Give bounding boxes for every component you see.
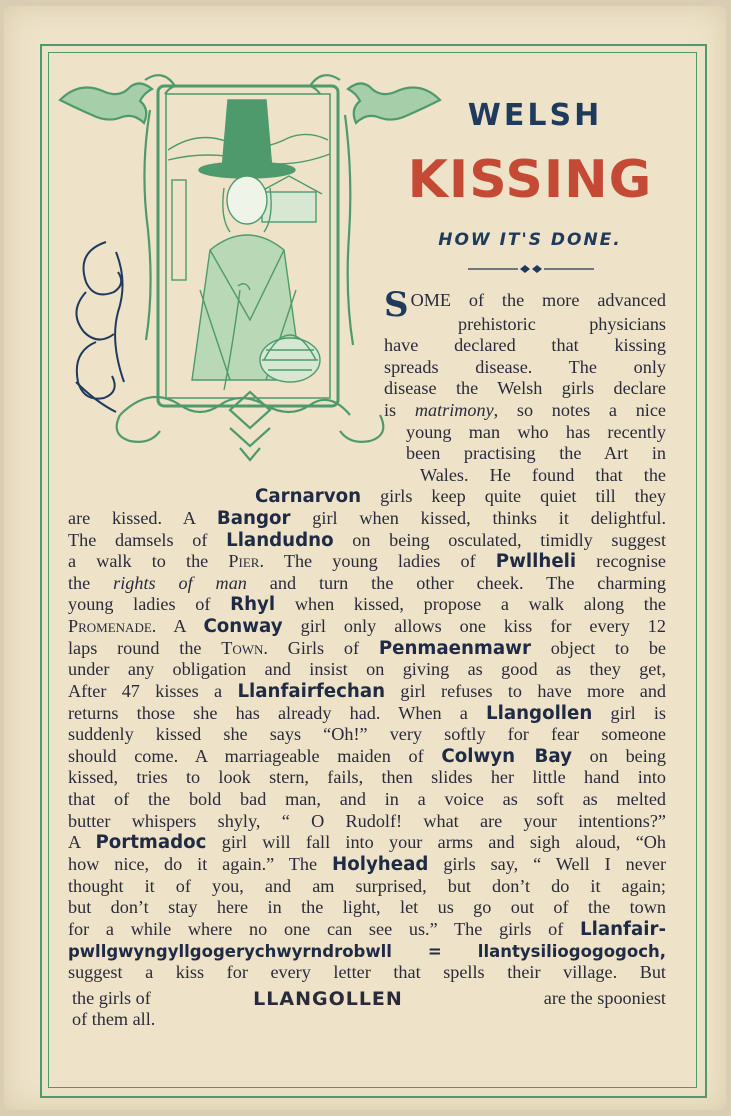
text-line: young ladies of Rhyl when kissed, propose a walk along the: [68, 594, 666, 615]
text-line: young man who has recently: [406, 422, 666, 442]
text-line: should come. A marriageable maiden of Colwyn Bay on being: [68, 746, 666, 767]
text-line: disease the Welsh girls declare: [384, 378, 666, 398]
place-conway: Conway: [203, 616, 283, 637]
text-line: A Portmadoc girl will fall into your arms and sigh aloud, “Oh: [68, 832, 666, 853]
text-line: butter whispers shyly, “ O Rudolf! what are your intentions?”: [68, 811, 666, 831]
place-portmadoc: Portmadoc: [95, 832, 207, 853]
place-llanfairfechan: Llanfairfechan: [237, 681, 386, 702]
place-llangollen: Llangollen: [486, 703, 593, 724]
text-line: a walk to the Pier. The young ladies of Pwllheli recognise: [68, 551, 666, 572]
text-line: Promenade. A Conway girl only allows one kiss for every 12: [68, 616, 666, 637]
text-line: that of the bold bad man, and in a voice as soft as melted: [68, 789, 666, 809]
place-llanfair: Llanfair-: [580, 919, 666, 940]
text-line: is matrimony, so notes a nice: [384, 400, 666, 420]
text-line: suggest a kiss for every letter that spells their village. But: [68, 962, 666, 982]
text-line: have declared that kissing: [384, 335, 666, 355]
text-line: prehistoric physicians: [458, 314, 666, 334]
title-kissing: KISSING: [407, 150, 653, 210]
place-colwyn-bay: Colwyn Bay: [441, 746, 572, 767]
text-line: SOME of the more advanced: [384, 290, 666, 325]
text-line: are the spooniest: [543, 988, 666, 1008]
place-carnarvon: Carnarvon: [255, 486, 362, 507]
subtitle-how-its-done: HOW IT'S DONE.: [438, 230, 622, 250]
text-line: how nice, do it again.” The Holyhead girls say, “ Well I never: [68, 854, 666, 875]
text-line: the rights of man and turn the other cheek. The charming: [68, 573, 666, 593]
place-pwllheli: Pwllheli: [495, 551, 577, 572]
text-line: returns those she has already had. When a Llangollen girl is: [68, 703, 666, 724]
ornamental-divider: [468, 262, 594, 276]
text-line: the girls of: [72, 988, 151, 1008]
text-line: been practising the Art in: [406, 443, 666, 463]
title-welsh: WELSH: [467, 98, 603, 133]
place-bangor: Bangor: [216, 508, 291, 529]
text-line: Wales. He found that the: [420, 465, 666, 485]
text-line: but don’t stay here in the light, let us go out of the town: [68, 897, 666, 917]
drop-cap: S: [384, 290, 409, 325]
text-line: are kissed. A Bangor girl when kissed, thinks it delightful.: [68, 508, 666, 529]
longest-village-name: pwllgwyngyllgogerychwyrndrobwll = llantysiliogogogoch,: [68, 942, 666, 961]
text-line: thought it of you, and am surprised, but don’t do it again;: [68, 876, 666, 896]
scroll-flourish-ornament: [66, 232, 136, 422]
text-line: After 47 kisses a Llanfairfechan girl refuses to have more and: [68, 681, 666, 702]
place-rhyl: Rhyl: [230, 594, 276, 615]
text-line: for a while where no one can see us.” The girls of Llanfair-: [68, 919, 666, 940]
text-line: spreads disease. The only: [384, 357, 666, 377]
footer-town-name: LLANGOLLEN: [253, 988, 403, 1010]
text-line: The damsels of Llandudno on being osculated, timidly suggest: [68, 530, 666, 551]
place-holyhead: Holyhead: [332, 854, 429, 875]
text-line: under any obligation and insist on giving as good as they get,: [68, 659, 666, 679]
place-penmaenmawr: Penmaenmawr: [378, 638, 531, 659]
text-line: laps round the Town. Girls of Penmaenmawr object to be: [68, 638, 666, 659]
text-line: of them all.: [72, 1009, 156, 1029]
text-line: suddenly kissed she says “Oh!” very softly for fear someone: [68, 724, 666, 744]
text-line: kissed, tries to look stern, fails, then slides her little hand into: [68, 767, 666, 787]
text-line: Carnarvon girls keep quite quiet till they: [255, 486, 666, 507]
place-llandudno: Llandudno: [226, 530, 334, 551]
